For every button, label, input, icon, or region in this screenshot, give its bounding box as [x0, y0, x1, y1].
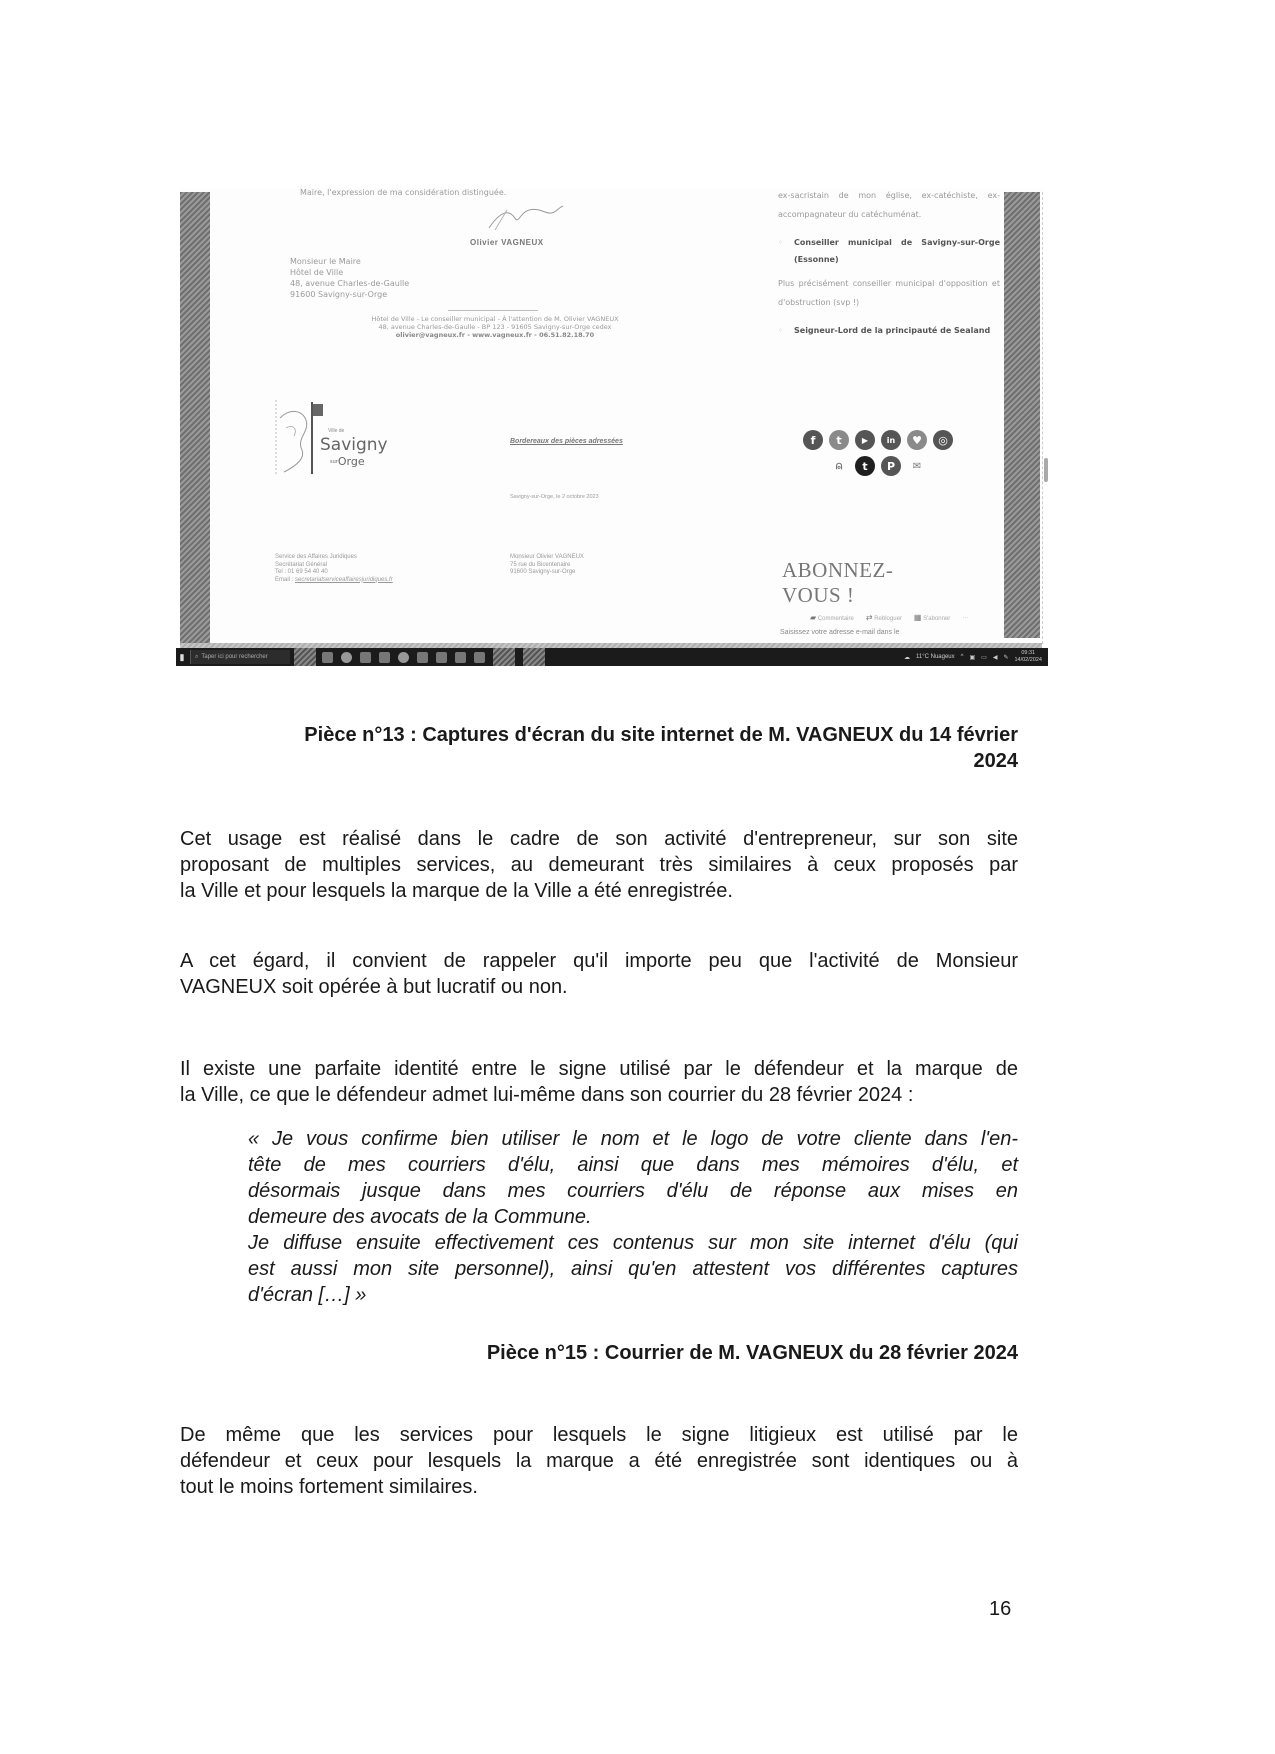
- logo-savigny: Savigny: [320, 435, 388, 455]
- text-line: proposant de multiples services, au demeurant très similaires à ceux proposés par: [180, 854, 1018, 876]
- subscribe-heading: [782, 558, 893, 608]
- page-number: 16: [989, 1598, 1012, 1620]
- email-prompt: Saisissez votre adresse e-mail dans le: [780, 629, 900, 636]
- signature-icon: [485, 202, 565, 232]
- clock-time: 09:31: [1021, 650, 1036, 656]
- display-icon[interactable]: ▭: [981, 654, 987, 661]
- browser-scrollbar[interactable]: [1042, 192, 1048, 644]
- sidebar-middle: Plus précisément conseiller municipal d'opposition et d'obstruction (svp !): [778, 279, 1000, 307]
- windows-taskbar: [176, 648, 1048, 666]
- sidebar-item-label: Conseiller municipal de Savigny-sur-Orge (Essonne): [794, 238, 1000, 264]
- quotation-block: [248, 1126, 1018, 1308]
- sidebar-intro: ex-sacristain de mon église, ex-catéchiste, ex-accompagnateur du catéchuménat.: [778, 191, 1000, 219]
- sidebar-item-conseiller: [778, 234, 1000, 268]
- text-line: tout le moins fortement similaires.: [180, 1476, 478, 1498]
- clock-date: 14/02/2024: [1014, 657, 1042, 663]
- redacted-right-panel: [1004, 192, 1040, 638]
- dest-line: 75 rue du Bicentenaire: [510, 561, 571, 568]
- task-view-icon[interactable]: [322, 652, 333, 663]
- service-line: Secrétariat Général: [275, 561, 328, 568]
- service-line: Service des Affaires Juridiques: [275, 554, 357, 560]
- service-email-link[interactable]: secretariatserviceaffairesjuridiques.fr: [295, 576, 393, 583]
- footer-line: Hôtel de Ville - Le conseiller municipal - À l'attention de M. Olivier VAGNEUX: [371, 315, 619, 323]
- text-line: la Ville, ce que le défendeur admet lui-même dans son courrier du 28 février 2024 :: [180, 1084, 914, 1106]
- bullet-icon: ◦: [778, 326, 783, 335]
- pen-icon[interactable]: ✎: [1003, 654, 1009, 661]
- website-sidebar: [778, 188, 1000, 339]
- comment-button[interactable]: [810, 613, 854, 622]
- subscribe-line: VOUS !: [782, 583, 855, 607]
- subscribe-icon: ▦: [913, 613, 922, 622]
- recipient-line: Hôtel de Ville: [290, 268, 344, 277]
- text-line: défendeur et ceux pour lesquels la marque a été enregistrée sont identiques ou à: [180, 1450, 1018, 1472]
- paragraph-services: [180, 1422, 1018, 1500]
- linkedin-icon[interactable]: in: [881, 430, 901, 450]
- weather-label[interactable]: 11°C Nuageux: [915, 654, 955, 660]
- text-line: la Ville et pour lesquels la marque de la Ville a été enregistrée.: [180, 880, 733, 902]
- network-icon[interactable]: ▣: [969, 654, 976, 661]
- subscribe-label: S'abonner: [923, 616, 951, 622]
- paragraph-identite: [180, 1056, 1018, 1108]
- word-icon[interactable]: [455, 652, 466, 663]
- bordereau-date: Savigny-sur-Orge, le 2 octobre 2023: [510, 494, 599, 500]
- exhibit-caption-13: [180, 722, 1018, 774]
- dest-line: 91600 Savigny-sur-Orge: [510, 569, 576, 575]
- chevron-up-icon[interactable]: ^: [960, 654, 964, 660]
- search-icon: ⌕: [195, 653, 199, 660]
- recipient-address: [290, 256, 409, 300]
- paragraph-lucratif: [180, 948, 1018, 1000]
- comment-label: Commentaire: [817, 616, 854, 622]
- shield-icon[interactable]: [474, 652, 485, 663]
- text-line: VAGNEUX soit opérée à but lucratif ou non.: [180, 976, 568, 998]
- bordereau-title: Bordereaux des pièces adressées: [510, 438, 623, 445]
- app-icon[interactable]: [360, 652, 371, 663]
- bullet-icon: ◦: [778, 238, 783, 247]
- quote-line: demeure des avocats de la Commune.: [248, 1206, 592, 1228]
- service-block: [275, 554, 393, 584]
- pinterest-icon[interactable]: P: [881, 456, 901, 476]
- embedded-website-screenshot: [180, 188, 1044, 666]
- text-line: Il existe une parfaite identité entre le signe utilisé par le défendeur et la marque de: [180, 1058, 1018, 1080]
- sidebar-item-label: Seigneur-Lord de la principauté de Sealand: [794, 326, 991, 335]
- redacted-left-panel: [180, 192, 210, 643]
- exhibit-caption-15: Pièce n°15 : Courrier de M. VAGNEUX du 28 février 2024: [486, 1342, 1018, 1364]
- quote-line: « Je vous confirme bien utiliser le nom et le logo de votre cliente dans l'en-: [248, 1128, 1018, 1150]
- snapchat-icon[interactable]: ⍝: [835, 459, 843, 472]
- wordpress-action-bar: [810, 613, 1006, 622]
- logo-orge-text: Orge: [337, 455, 365, 468]
- subscribe-button[interactable]: [914, 613, 950, 622]
- letter-footer: [330, 315, 660, 339]
- speaker-icon[interactable]: ◀: [992, 654, 998, 661]
- social-row-2: [798, 456, 958, 476]
- recipient-line: 91600 Savigny-sur-Orge: [290, 290, 388, 299]
- text-line: Cet usage est réalisé dans le cadre de son activité d'entrepreneur, sur son site: [180, 828, 1018, 850]
- footer-contact: olivier@vagneux.fr - www.vagneux.fr - 06.51.82.18.70: [395, 331, 595, 339]
- recipient-line: 48, avenue Charles-de-Gaulle: [290, 279, 410, 288]
- reblog-label: Rebloguer: [874, 616, 902, 622]
- facebook-icon[interactable]: f: [803, 430, 823, 450]
- instagram-icon[interactable]: ◎: [933, 430, 953, 450]
- system-tray: [904, 650, 1048, 664]
- recipient-line: Monsieur le Maire: [290, 257, 361, 266]
- caption-line: 2024: [973, 750, 1018, 772]
- quote-line: d'écran […] »: [248, 1284, 367, 1306]
- active-app-icon[interactable]: [493, 648, 515, 666]
- reblog-button[interactable]: [866, 613, 902, 622]
- sidebar-item-sealand: [778, 322, 1000, 339]
- scrollbar-thumb[interactable]: [1044, 458, 1048, 482]
- taskbar-widget[interactable]: [294, 648, 316, 666]
- footer-line: 48, avenue Charles-de-Gaulle - BP 123 - 91605 Savigny-sur-Orge cedex: [378, 323, 612, 331]
- logo-sur: sur: [330, 459, 338, 465]
- cloud-icon: ☁: [903, 654, 910, 661]
- letter-closing: Maire, l'expression de ma considération distinguée.: [300, 188, 507, 197]
- tumblr-icon[interactable]: t: [855, 456, 875, 476]
- app-icon[interactable]: [398, 652, 409, 663]
- subscribe-line: ABONNEZ-: [782, 558, 894, 582]
- app-icon[interactable]: [379, 652, 390, 663]
- text-line: De même que les services pour lesquels le signe litigieux est utilisé par le: [180, 1424, 1018, 1446]
- windows-start-button[interactable]: ▮: [179, 651, 185, 662]
- taskbar-clock[interactable]: [1014, 650, 1042, 664]
- photos-icon[interactable]: [436, 652, 447, 663]
- service-line: Tel : 01 69 54 40 40: [275, 569, 328, 575]
- email-label: Email :: [275, 576, 294, 583]
- comment-icon: ▰: [810, 613, 817, 622]
- email-icon[interactable]: ✉: [912, 460, 922, 472]
- quote-line: est aussi mon site personnel), ainsi qu'en attestent vos différentes captures: [248, 1258, 1018, 1280]
- chrome-icon[interactable]: [341, 652, 352, 663]
- excel-icon[interactable]: [417, 652, 428, 663]
- destinataire-block: [510, 554, 584, 577]
- social-row-1: [798, 430, 958, 450]
- logo-orge: [330, 455, 365, 468]
- paragraph-usage: [180, 826, 1018, 904]
- footer-divider: [448, 310, 538, 311]
- service-email-row: [275, 577, 393, 585]
- quote-line: tête de mes courriers d'élu, ainsi que dans mes mémoires d'élu, et: [248, 1154, 1018, 1176]
- quote-line: désormais jusque dans mes courriers d'élu de réponse aux mises en: [248, 1180, 1018, 1202]
- caption-line: Pièce n°13 : Captures d'écran du site internet de M. VAGNEUX du 14 février: [304, 724, 1018, 746]
- social-icons: [798, 430, 958, 482]
- taskbar-apps: [322, 648, 545, 666]
- twitter-icon[interactable]: t: [829, 430, 849, 450]
- dest-line: Monsieur Olivier VAGNEUX: [510, 554, 584, 560]
- more-button[interactable]: ···: [962, 614, 969, 621]
- quote-line: Je diffuse ensuite effectivement ces contenus sur mon site internet d'élu (qui: [248, 1232, 1018, 1254]
- heart-icon[interactable]: ♥: [907, 430, 927, 450]
- reblog-icon: ⇄: [865, 613, 873, 622]
- active-app-icon[interactable]: [523, 648, 545, 666]
- logo-ville-de: Ville de: [328, 428, 345, 434]
- text-line: A cet égard, il convient de rappeler qu'il importe peu que l'activité de Monsieur: [180, 950, 1018, 972]
- youtube-icon[interactable]: ▶: [855, 430, 875, 450]
- taskbar-search[interactable]: [190, 650, 290, 664]
- signatory-name: Olivier VAGNEUX: [470, 238, 544, 247]
- search-placeholder: Taper ici pour rechercher: [201, 654, 268, 660]
